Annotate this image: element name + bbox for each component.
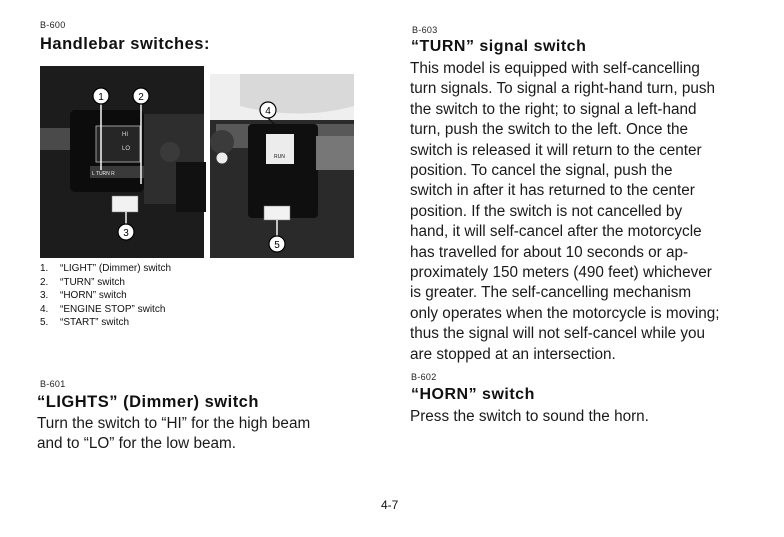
callout-2 — [133, 88, 149, 104]
heading-lights-switch: “LIGHTS” (Dimmer) switch — [37, 393, 259, 411]
svg-text:4: 4 — [265, 106, 271, 117]
svg-text:3: 3 — [123, 228, 129, 239]
heading-turn-signal-switch: “TURN” signal switch — [411, 38, 587, 55]
switch-legend-list — [40, 262, 171, 330]
list-item: 4. “ENGINE STOP” switch — [40, 303, 166, 315]
heading-handlebar-switches: Handlebar switches: — [40, 35, 210, 53]
svg-text:5: 5 — [274, 240, 280, 251]
page-number: 4-7 — [381, 498, 399, 512]
list-item: 3. “HORN” switch — [40, 290, 127, 302]
callout-4 — [260, 102, 276, 118]
lo-label: LO — [122, 146, 131, 152]
run-label: RUN — [274, 154, 285, 160]
lights-paragraph: Turn the switch to “HI” for the high beam and to “LO” for the low beam. — [37, 415, 311, 453]
svg-text:2: 2 — [138, 92, 144, 103]
turn-paragraph: This model is equipped with self-cancelling turn signals. To signal a right-hand turn, push the switch to the right; to signal a left-hand turn, push the switch to the left. Once the switch is released it will return to the center position. To cancel the signal, push the switch in after it has returned to the center position. If the switch is not cancelled by hand, it will self-cancel after the motorcycle has travelled for about 10 seconds or ap- proximately 150 meters (490 feet) whichever is greater. The self-cancelling mechanism only operates when the motorcycle is moving; thus the signal will not self-cancel while you are stopped at an intersection. — [410, 60, 720, 363]
callout-1 — [93, 88, 109, 104]
list-item: 5. “START” switch — [40, 317, 130, 329]
list-item: 1. “LIGHT” (Dimmer) switch — [40, 263, 172, 274]
section-code-horn: B-602 — [411, 372, 437, 382]
section-code-handlebar: B-600 — [40, 20, 66, 30]
callout-3 — [118, 224, 134, 240]
callout-5 — [269, 236, 285, 252]
list-item: 2. “TURN” switch — [40, 276, 125, 288]
section-code-turn: B-603 — [412, 25, 438, 35]
turn-label: L TURN R — [92, 171, 115, 177]
hi-label: HI — [122, 132, 128, 138]
horn-paragraph: Press the switch to sound the horn. — [410, 408, 649, 425]
section-code-lights: B-601 — [40, 379, 66, 389]
heading-horn-switch: “HORN” switch — [411, 386, 535, 403]
handlebar-switches-photo — [40, 66, 354, 258]
svg-text:1: 1 — [98, 92, 104, 103]
